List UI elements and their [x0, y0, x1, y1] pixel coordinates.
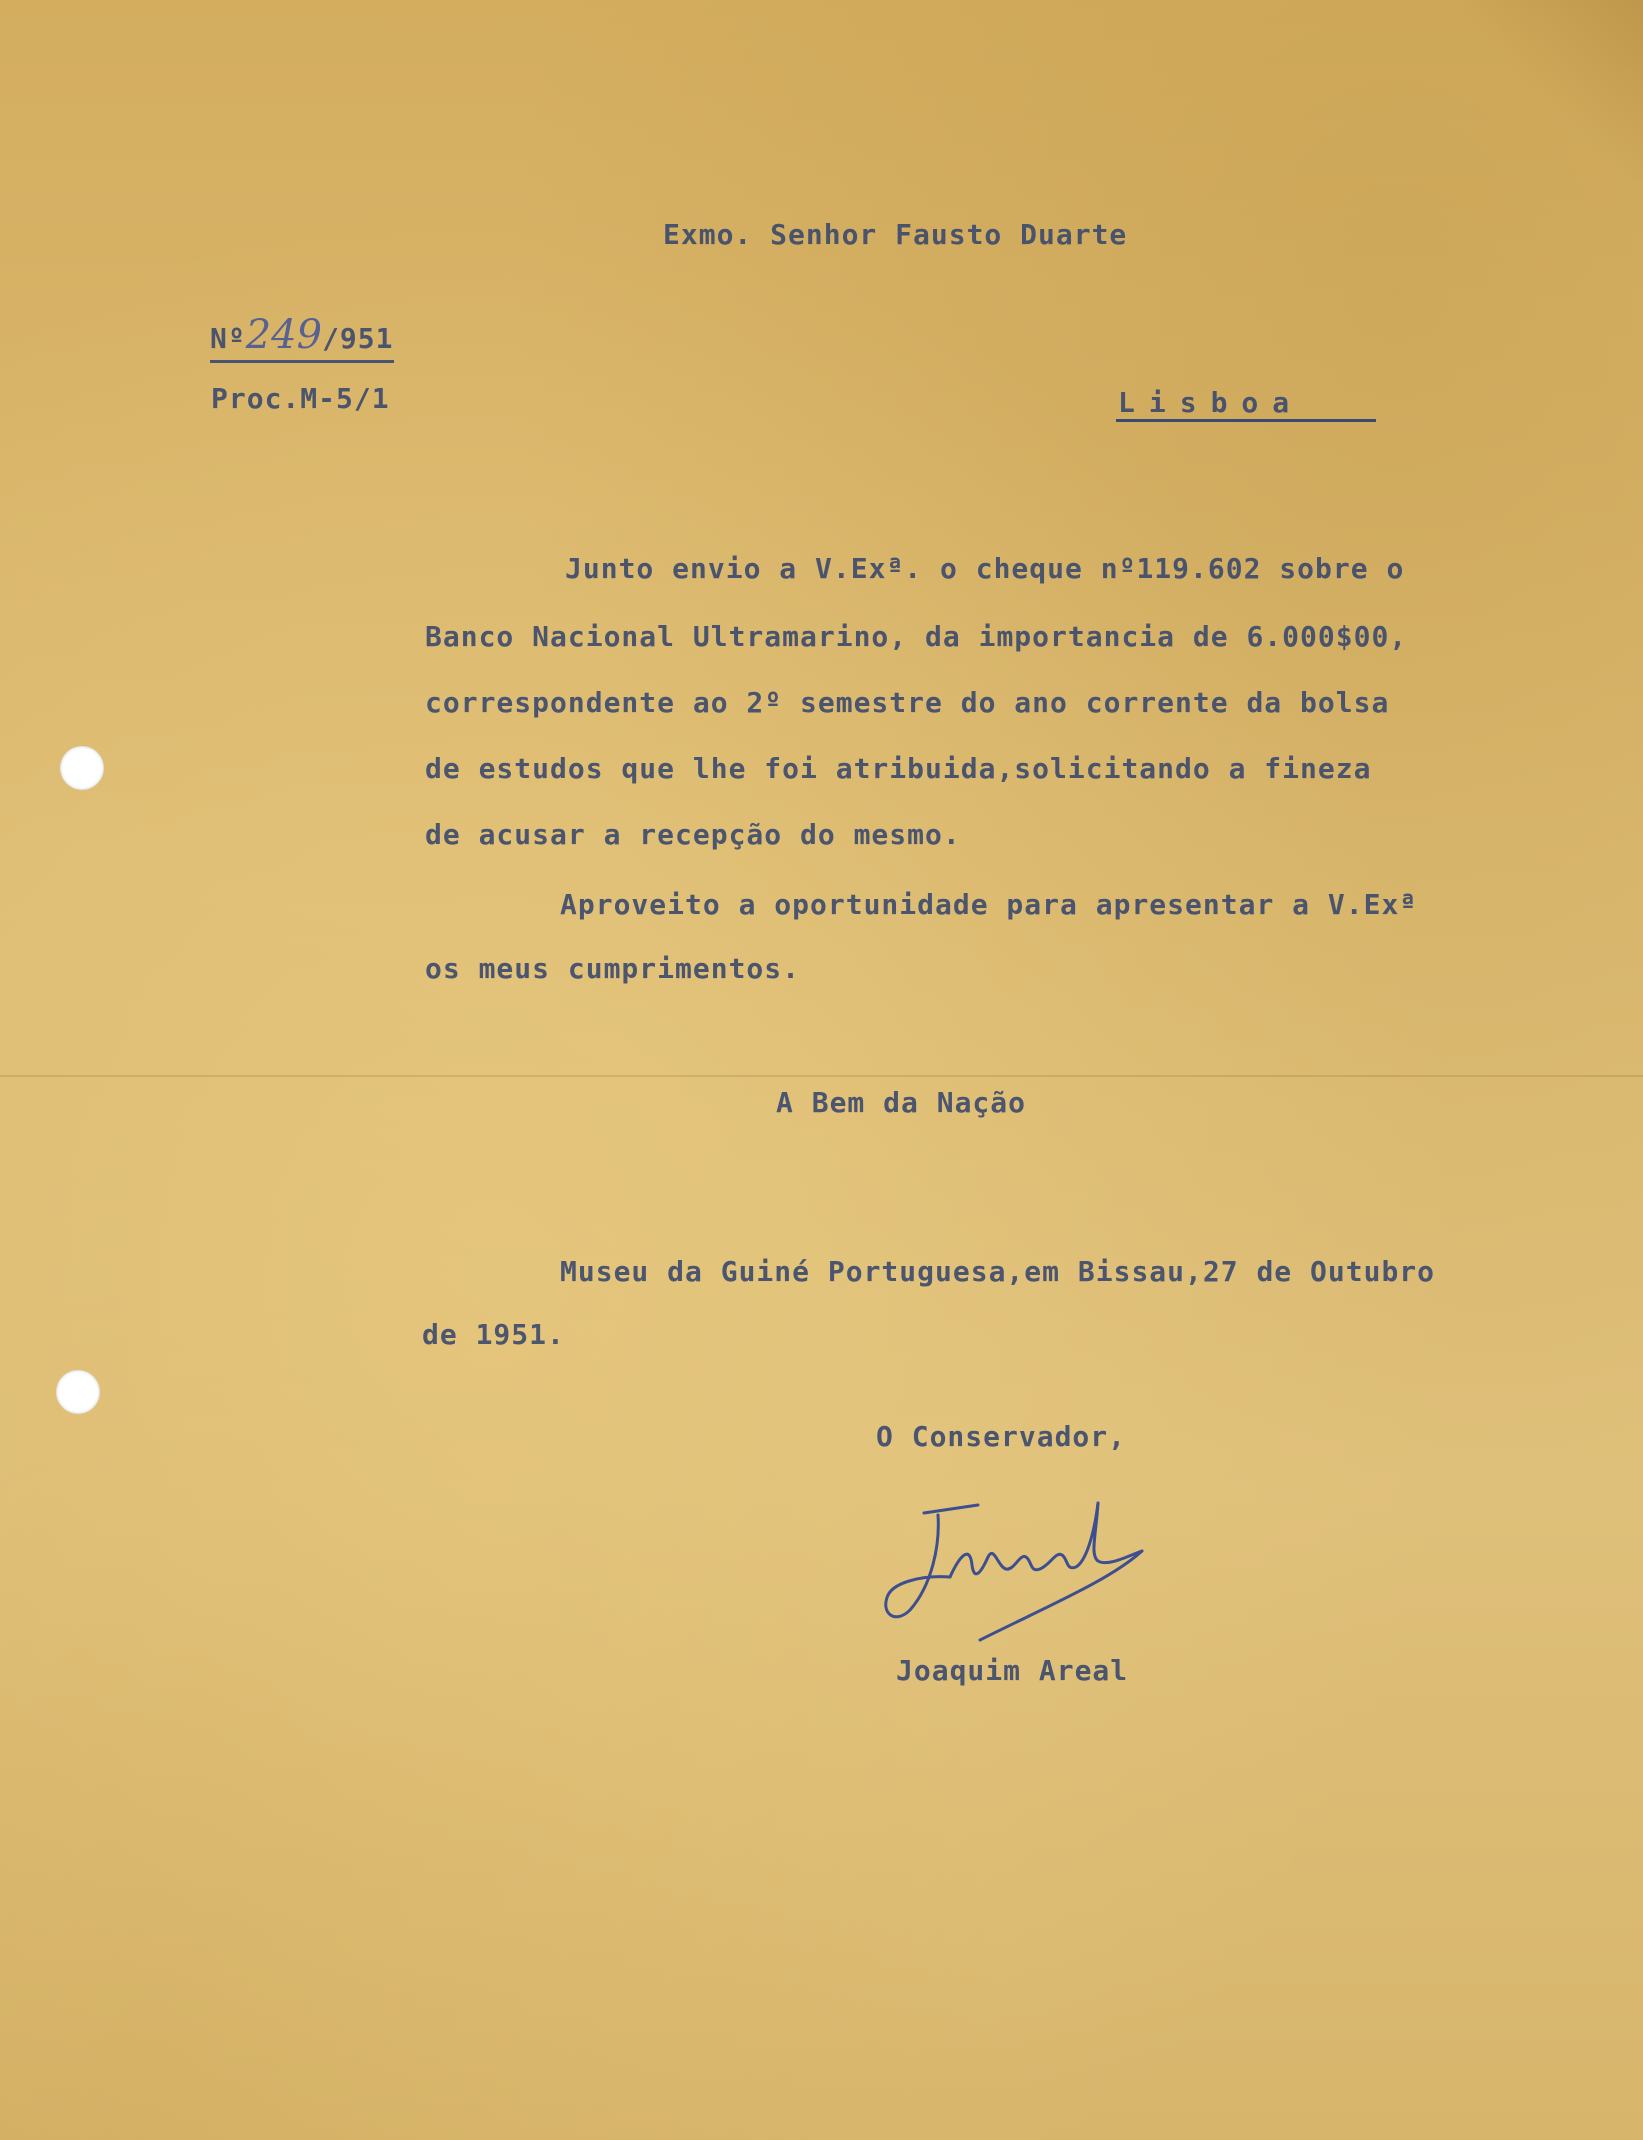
city-underline: [1116, 419, 1376, 422]
fold-line: [0, 1075, 1643, 1077]
closing-salutation: A Bem da Nação: [776, 1086, 1027, 1119]
body-line-1: Junto envio a V.Exª. o cheque nº119.602 sobre o: [565, 552, 1405, 585]
addressee-city: Lisboa: [1118, 386, 1304, 419]
reference-number: [210, 312, 394, 363]
corner-crease: [1463, 0, 1643, 180]
body-line-7: os meus cumprimentos.: [425, 952, 801, 985]
punch-hole-top: [60, 746, 104, 790]
handwritten-signature: [880, 1495, 1150, 1645]
signer-role: O Conservador,: [876, 1420, 1127, 1453]
body-line-6: Aproveito a oportunidade para apresentar a V.Exª: [560, 888, 1418, 921]
ref-hand-number: 249: [245, 312, 323, 358]
place-date-line-2: de 1951.: [422, 1318, 565, 1351]
body-line-3: correspondente ao 2º semestre do ano corrente da bolsa: [425, 686, 1390, 719]
addressee: Exmo. Senhor Fausto Duarte: [663, 218, 1128, 251]
punch-hole-bottom: [56, 1370, 100, 1414]
body-line-4: de estudos que lhe foi atribuida,solicitando a fineza: [425, 752, 1372, 785]
process-reference: Proc.M-5/1: [211, 382, 390, 415]
ref-year: /951: [322, 322, 394, 355]
place-date-line-1: Museu da Guiné Portuguesa,em Bissau,27 de Outubro: [560, 1255, 1436, 1288]
body-line-5: de acusar a recepção do mesmo.: [425, 818, 961, 851]
ref-prefix: Nº: [210, 322, 246, 355]
signer-name: Joaquim Areal: [896, 1654, 1129, 1687]
body-line-2: Banco Nacional Ultramarino, da importancia de 6.000$00,: [425, 620, 1408, 653]
